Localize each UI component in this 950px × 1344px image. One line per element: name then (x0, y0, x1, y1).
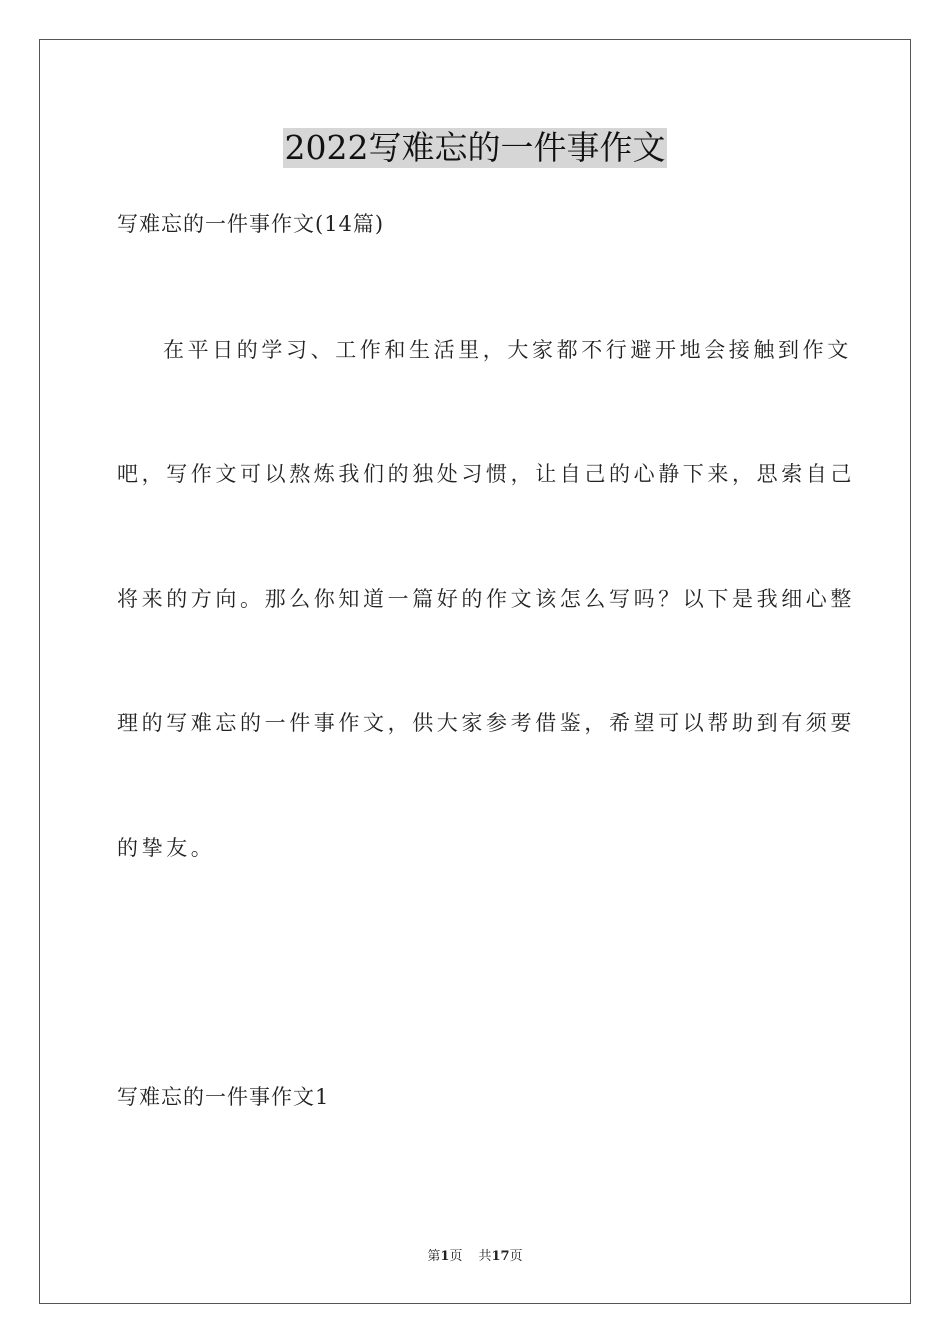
page-number: 1 (440, 1249, 450, 1264)
section-heading: 写难忘的一件事作文1 (117, 1085, 330, 1109)
paragraph-line-3: 将来的方向。那么你知道一篇好的作文该怎么写吗？以下是我细心整 (117, 587, 855, 611)
paragraph-line-1 (117, 336, 852, 364)
total-prefix: 共 (478, 1249, 492, 1264)
page-footer (0, 1248, 950, 1266)
total-pages: 17 (491, 1249, 510, 1264)
title-container (0, 128, 950, 168)
paragraph-line-4: 理的写难忘的一件事作文，供大家参考借鉴，希望可以帮助到有须要 (117, 711, 855, 735)
paragraph-line-5: 的挚友。 (117, 836, 216, 860)
page-suffix: 页 (449, 1249, 463, 1264)
total-suffix: 页 (509, 1249, 523, 1264)
page-prefix: 第 (427, 1249, 441, 1264)
paragraph-line-1-text: 在平日的学习、工作和生活里，大家都不行避开地会接触到作文 (163, 338, 852, 362)
document-title: 2022写难忘的一件事作文 (284, 128, 666, 167)
paragraph-line-2: 吧，写作文可以熬炼我们的独处习惯，让自己的心静下来，思索自己 (117, 462, 855, 486)
document-subtitle: 写难忘的一件事作文(14篇) (117, 212, 385, 236)
